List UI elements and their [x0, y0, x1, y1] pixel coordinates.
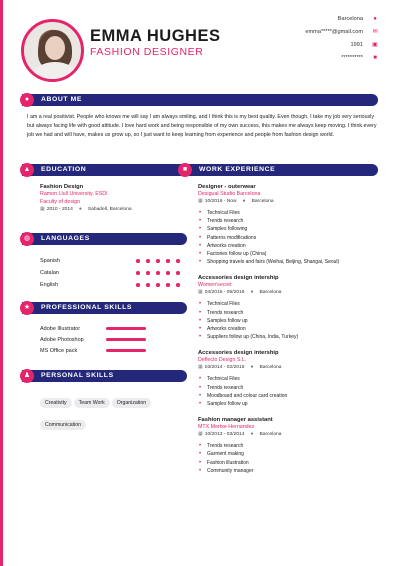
job-tasks — [198, 209, 378, 266]
level-dot — [146, 271, 150, 275]
skill-name: Adobe Photoshop — [40, 336, 84, 343]
level-dot — [156, 271, 160, 275]
section-bar-about — [22, 94, 378, 106]
users-icon: ♟ — [20, 369, 34, 383]
job-task: • Samples follow up — [198, 317, 378, 325]
education-entry — [40, 184, 132, 212]
calendar-icon: ▣ — [372, 41, 378, 48]
level-dot — [136, 283, 140, 287]
job-entry — [198, 184, 378, 266]
contact-location: Barcelona ● — [337, 15, 377, 22]
job-task: • Fashion illustration — [198, 459, 378, 467]
language-name: Spanish — [40, 258, 60, 264]
skill-row — [40, 345, 146, 356]
profile-photo — [21, 19, 84, 82]
personal-skill-chip: Team Work — [74, 398, 110, 408]
personal-skill-chip: Communication — [40, 420, 86, 430]
language-name: English — [40, 282, 59, 288]
job-task: • Technical Files — [198, 300, 378, 308]
job-entry — [198, 350, 378, 408]
job-place: Barcelona — [259, 364, 282, 370]
job-company: MTX Mertxe Hernandez — [198, 424, 255, 431]
job-tasks — [198, 375, 378, 408]
briefcase-icon: ■ — [178, 163, 192, 177]
job-dates: 03/2014 - 02/2015 — [204, 364, 245, 370]
job-meta — [198, 364, 378, 370]
person-icon: ● — [20, 93, 34, 107]
level-dot — [166, 259, 170, 263]
education-title: Fashion Design — [40, 184, 84, 190]
contact-linkedin[interactable]: ********** ■ — [341, 54, 377, 61]
job-task: • Trends research — [198, 442, 378, 450]
section-title-work: WORK EXPERIENCE — [199, 166, 276, 173]
personal-skill-chip: Organization — [112, 398, 151, 408]
job-dates: 10/2013 - 03/2014 — [204, 431, 245, 437]
skill-level-bar — [106, 349, 146, 352]
contact-birth-year: 1991 ▣ — [350, 41, 378, 48]
job-task: • Samples follow up — [198, 400, 378, 408]
level-dot — [166, 283, 170, 287]
job-tasks — [198, 442, 378, 475]
level-dot — [156, 283, 160, 287]
job-task: • Factories follow up (China) — [198, 250, 378, 258]
job-task: • Trends research — [198, 309, 378, 317]
location-icon: ● — [242, 198, 246, 204]
job-task: • Technical Files — [198, 209, 378, 217]
job-meta — [198, 198, 378, 204]
job-task: • Trends research — [198, 384, 378, 392]
personal-skills-chips — [40, 391, 170, 435]
job-company: Women'secret — [198, 282, 232, 289]
linkedin-icon: ■ — [373, 54, 377, 61]
calendar-icon: ▦ — [198, 364, 203, 371]
location-icon: ● — [373, 15, 377, 22]
job-task: • Patterns modifications — [198, 234, 378, 242]
language-row — [40, 279, 186, 291]
work-experience-list — [198, 184, 378, 484]
job-task: • Artworks creation — [198, 325, 378, 333]
level-dot — [146, 283, 150, 287]
job-place: Barcelona — [259, 431, 282, 437]
language-row — [40, 267, 186, 279]
professional-skills-list — [40, 323, 146, 356]
language-row — [40, 255, 186, 267]
job-meta — [198, 431, 378, 437]
level-dot — [176, 259, 180, 263]
level-dot — [156, 259, 160, 263]
section-title-professional-skills: PROFESSIONAL SKILLS — [41, 304, 132, 311]
education-school: Ramon Llull University, ESDI — [40, 191, 108, 197]
skill-level-bar — [106, 338, 146, 341]
personal-skill-chip: Creativity — [40, 398, 72, 408]
level-dot — [136, 259, 140, 263]
job-place: Barcelona — [259, 289, 282, 295]
skill-name: Adobe Illustrator — [40, 325, 81, 332]
location-icon: ● — [250, 431, 254, 438]
job-meta — [198, 289, 378, 295]
job-task: • Trends research — [198, 217, 378, 225]
section-title-about: ABOUT ME — [41, 96, 83, 103]
job-task: • Moodboard and colour card creation — [198, 392, 378, 400]
job-task: • Samples following — [198, 225, 378, 233]
skill-name: MS Office pack — [40, 347, 78, 354]
contact-email[interactable]: emma*****@gmail.com ✉ — [305, 28, 378, 35]
location-icon: ● — [250, 289, 254, 296]
job-entry — [198, 417, 378, 475]
skill-row — [40, 334, 146, 345]
section-title-personal-skills: PERSONAL SKILLS — [41, 372, 114, 379]
calendar-icon: ▦ — [198, 431, 203, 438]
graduation-cap-icon: ▲ — [20, 163, 34, 177]
job-task: • Suppliers follow up (China, India, Turkey) — [198, 333, 378, 341]
section-bar-personal-skills — [22, 370, 187, 382]
language-name: Catalan — [40, 270, 59, 276]
section-bar-work — [180, 164, 378, 176]
job-title: Fashion manager assistant — [198, 417, 273, 424]
job-task: • Shopping travels and fairs (Weihai, Beijing, Shangai, Seoul) — [198, 258, 378, 266]
job-company: Deflecto Design S.L. — [198, 357, 247, 364]
accent-left-bar — [0, 0, 3, 566]
calendar-icon: ▦ — [198, 198, 203, 204]
section-bar-education — [22, 164, 187, 176]
skill-level-bar — [106, 327, 146, 330]
calendar-icon: ▦ — [40, 206, 45, 212]
about-text: I am a real positivist. People who knows me will say I am always smiling, and I think this is my best quality. Even though, I take my job very seriously but always facing life with good attitude. I love hard work and being responsible of my own success, this makes me always keep moving. I think every job we had and will have, makes us grow up, so I just want to keep learning from experience and people from fashion design world. — [27, 114, 377, 138]
level-dot — [136, 271, 140, 275]
job-task: • Community manager — [198, 467, 378, 475]
skill-row — [40, 323, 146, 334]
job-title: Designer - outerwear — [198, 184, 256, 190]
level-dot — [176, 271, 180, 275]
level-dot — [166, 271, 170, 275]
globe-icon: ◍ — [20, 232, 34, 246]
job-title: Accessories design intership — [198, 275, 279, 282]
job-entry — [198, 275, 378, 341]
location-icon: ● — [250, 364, 254, 371]
candidate-role: FASHION DESIGNER — [90, 46, 204, 58]
location-icon: ● — [78, 206, 82, 212]
job-title: Accessories design intership — [198, 350, 279, 357]
section-bar-professional-skills — [22, 302, 187, 314]
job-dates: 10/2016 - Now — [204, 198, 237, 204]
section-title-education: EDUCATION — [41, 166, 87, 173]
job-task: • Technical Files — [198, 375, 378, 383]
email-icon: ✉ — [372, 28, 378, 35]
job-company: Desigual Studio Barcelona — [198, 191, 261, 197]
calendar-icon: ▦ — [198, 289, 203, 296]
job-place: Barcelona — [251, 198, 274, 204]
job-tasks — [198, 300, 378, 341]
star-icon: ★ — [20, 301, 34, 315]
job-task: • Garment making — [198, 450, 378, 458]
candidate-name: EMMA HUGHES — [90, 27, 221, 45]
level-dot — [176, 283, 180, 287]
job-dates: 04/2015 - 05/2016 — [204, 289, 245, 295]
languages-list — [40, 255, 186, 291]
education-meta: ▦ 2010 - 2014 ● Sabadell, Barcelona — [40, 206, 132, 212]
contact-block — [305, 13, 378, 65]
section-title-languages: LANGUAGES — [41, 235, 90, 242]
job-task: • Artworks creation — [198, 242, 378, 250]
education-faculty: Faculty of design — [40, 199, 81, 205]
section-bar-languages — [22, 233, 187, 245]
level-dot — [146, 259, 150, 263]
